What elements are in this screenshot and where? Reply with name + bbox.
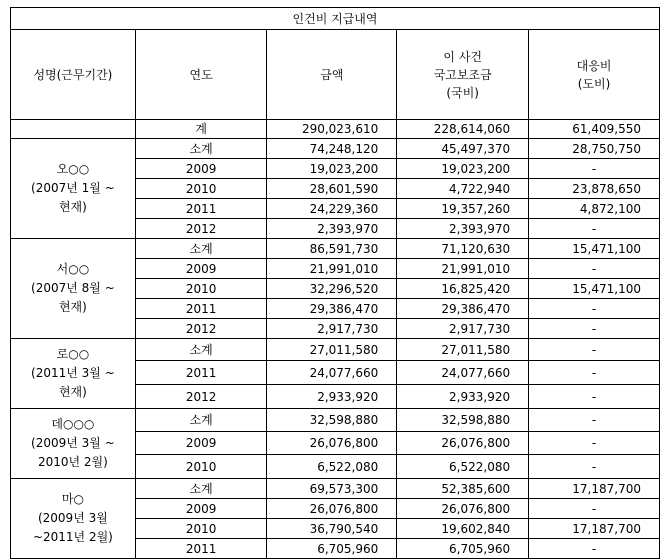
amount-cell: 2,933,920 [267,385,397,409]
year-cell: 2010 [135,179,267,199]
subsidy-cell: 4,722,940 [397,179,529,199]
match-cell: - [529,499,660,519]
person-cell [11,339,136,409]
match-cell: 28,750,750 [529,139,660,159]
amount-cell: 32,598,880 [267,409,397,432]
match-cell: - [529,361,660,385]
amount-cell: 24,077,660 [267,361,397,385]
header-national-subsidy [397,30,529,120]
person-name: 마○ [61,492,84,506]
amount-cell: 74,248,120 [267,139,397,159]
year-cell: 2010 [135,519,267,539]
person-cell [11,479,136,559]
subsidy-cell: 32,598,880 [397,409,529,432]
person-cell [11,139,136,239]
total-label: 계 [135,120,267,139]
match-cell: - [529,432,660,455]
person-cell [11,239,136,339]
subtotal-row [11,139,660,159]
subsidy-cell: 19,357,260 [397,199,529,219]
subsidy-cell: 52,385,600 [397,479,529,499]
year-cell: 소계 [135,339,267,361]
person-period-end: 현재) [58,300,87,314]
subsidy-cell: 16,825,420 [397,279,529,299]
person-period-start: (2009년 3월 [37,511,108,525]
year-cell: 2009 [135,432,267,455]
amount-cell: 24,229,360 [267,199,397,219]
amount-cell: 6,522,080 [267,455,397,479]
match-cell: 17,187,700 [529,479,660,499]
person-period-start: (2009년 3월 ~ [31,436,115,450]
person-period-end: 현재) [58,385,87,399]
subtotal-row [11,409,660,432]
year-cell: 2010 [135,279,267,299]
header-match-line2: (도비) [577,76,611,91]
header-amount: 금액 [267,30,397,120]
subsidy-cell: 45,497,370 [397,139,529,159]
year-cell: 2012 [135,219,267,239]
year-cell: 2010 [135,455,267,479]
title-row [11,8,660,30]
subsidy-cell: 71,120,630 [397,239,529,259]
amount-cell: 2,917,730 [267,319,397,339]
amount-cell: 28,601,590 [267,179,397,199]
amount-cell: 86,591,730 [267,239,397,259]
subsidy-cell: 29,386,470 [397,299,529,319]
person-period-end: ~2011년 2월) [32,530,113,544]
match-cell: 17,187,700 [529,519,660,539]
header-subsidy-line3: (국비) [446,85,479,100]
person-cell [11,409,136,479]
total-subsidy: 228,614,060 [397,120,529,139]
subsidy-cell: 2,917,730 [397,319,529,339]
person-period-start: (2007년 8월 ~ [31,281,115,295]
header-row [11,30,660,120]
header-year: 연도 [135,30,267,120]
subsidy-cell: 2,393,970 [397,219,529,239]
match-cell: - [529,339,660,361]
person-name: 오○○ [56,162,90,176]
table-title: 인건비 지급내역 [11,8,660,30]
header-subsidy-line2: 국고보조금 [433,67,492,82]
amount-cell: 32,296,520 [267,279,397,299]
subsidy-cell: 19,602,840 [397,519,529,539]
match-cell: - [529,385,660,409]
match-cell: - [529,319,660,339]
subtotal-row [11,479,660,499]
amount-cell: 26,076,800 [267,499,397,519]
person-name: 데○○○ [51,417,95,431]
year-cell: 2012 [135,319,267,339]
total-blank-cell [11,120,136,139]
match-cell: - [529,259,660,279]
year-cell: 2009 [135,159,267,179]
year-cell: 2009 [135,499,267,519]
subsidy-cell: 26,076,800 [397,499,529,519]
subsidy-cell: 21,991,010 [397,259,529,279]
amount-cell: 19,023,200 [267,159,397,179]
match-cell: - [529,409,660,432]
year-cell: 소계 [135,239,267,259]
amount-cell: 36,790,540 [267,519,397,539]
year-cell: 2011 [135,361,267,385]
year-cell: 소계 [135,139,267,159]
match-cell: 23,878,650 [529,179,660,199]
amount-cell: 21,991,010 [267,259,397,279]
amount-cell: 27,011,580 [267,339,397,361]
amount-cell: 29,386,470 [267,299,397,319]
header-match-line1: 대응비 [576,58,612,73]
year-cell: 2011 [135,539,267,559]
year-cell: 2011 [135,299,267,319]
match-cell: 15,471,100 [529,279,660,299]
header-subsidy-line1: 이 사건 [443,49,482,64]
match-cell: - [529,455,660,479]
subsidy-cell: 24,077,660 [397,361,529,385]
total-row [11,120,660,139]
subsidy-cell: 26,076,800 [397,432,529,455]
year-cell: 2012 [135,385,267,409]
match-cell: - [529,539,660,559]
year-cell: 2011 [135,199,267,219]
total-match: 61,409,550 [529,120,660,139]
subtotal-row [11,239,660,259]
subsidy-cell: 2,933,920 [397,385,529,409]
amount-cell: 69,573,300 [267,479,397,499]
year-cell: 2009 [135,259,267,279]
subtotal-row [11,339,660,361]
amount-cell: 26,076,800 [267,432,397,455]
match-cell: - [529,219,660,239]
match-cell: - [529,159,660,179]
person-period-end: 2010년 2월) [37,455,108,469]
subsidy-cell: 27,011,580 [397,339,529,361]
match-cell: - [529,299,660,319]
amount-cell: 2,393,970 [267,219,397,239]
person-period-start: (2007년 1월 ~ [31,181,115,195]
subsidy-cell: 19,023,200 [397,159,529,179]
year-cell: 소계 [135,479,267,499]
subsidy-cell: 6,705,960 [397,539,529,559]
person-period-start: (2011년 3월 ~ [31,366,115,380]
year-cell: 소계 [135,409,267,432]
amount-cell: 6,705,960 [267,539,397,559]
match-cell: 15,471,100 [529,239,660,259]
header-name-period: 성명(근무기간) [11,30,136,120]
payroll-table [10,7,660,559]
header-provincial-match [529,30,660,120]
person-name: 로○○ [56,347,90,361]
match-cell: 4,872,100 [529,199,660,219]
person-name: 서○○ [56,262,90,276]
subsidy-cell: 6,522,080 [397,455,529,479]
total-amount: 290,023,610 [267,120,397,139]
person-period-end: 현재) [58,200,87,214]
payroll-table-body [11,8,660,559]
